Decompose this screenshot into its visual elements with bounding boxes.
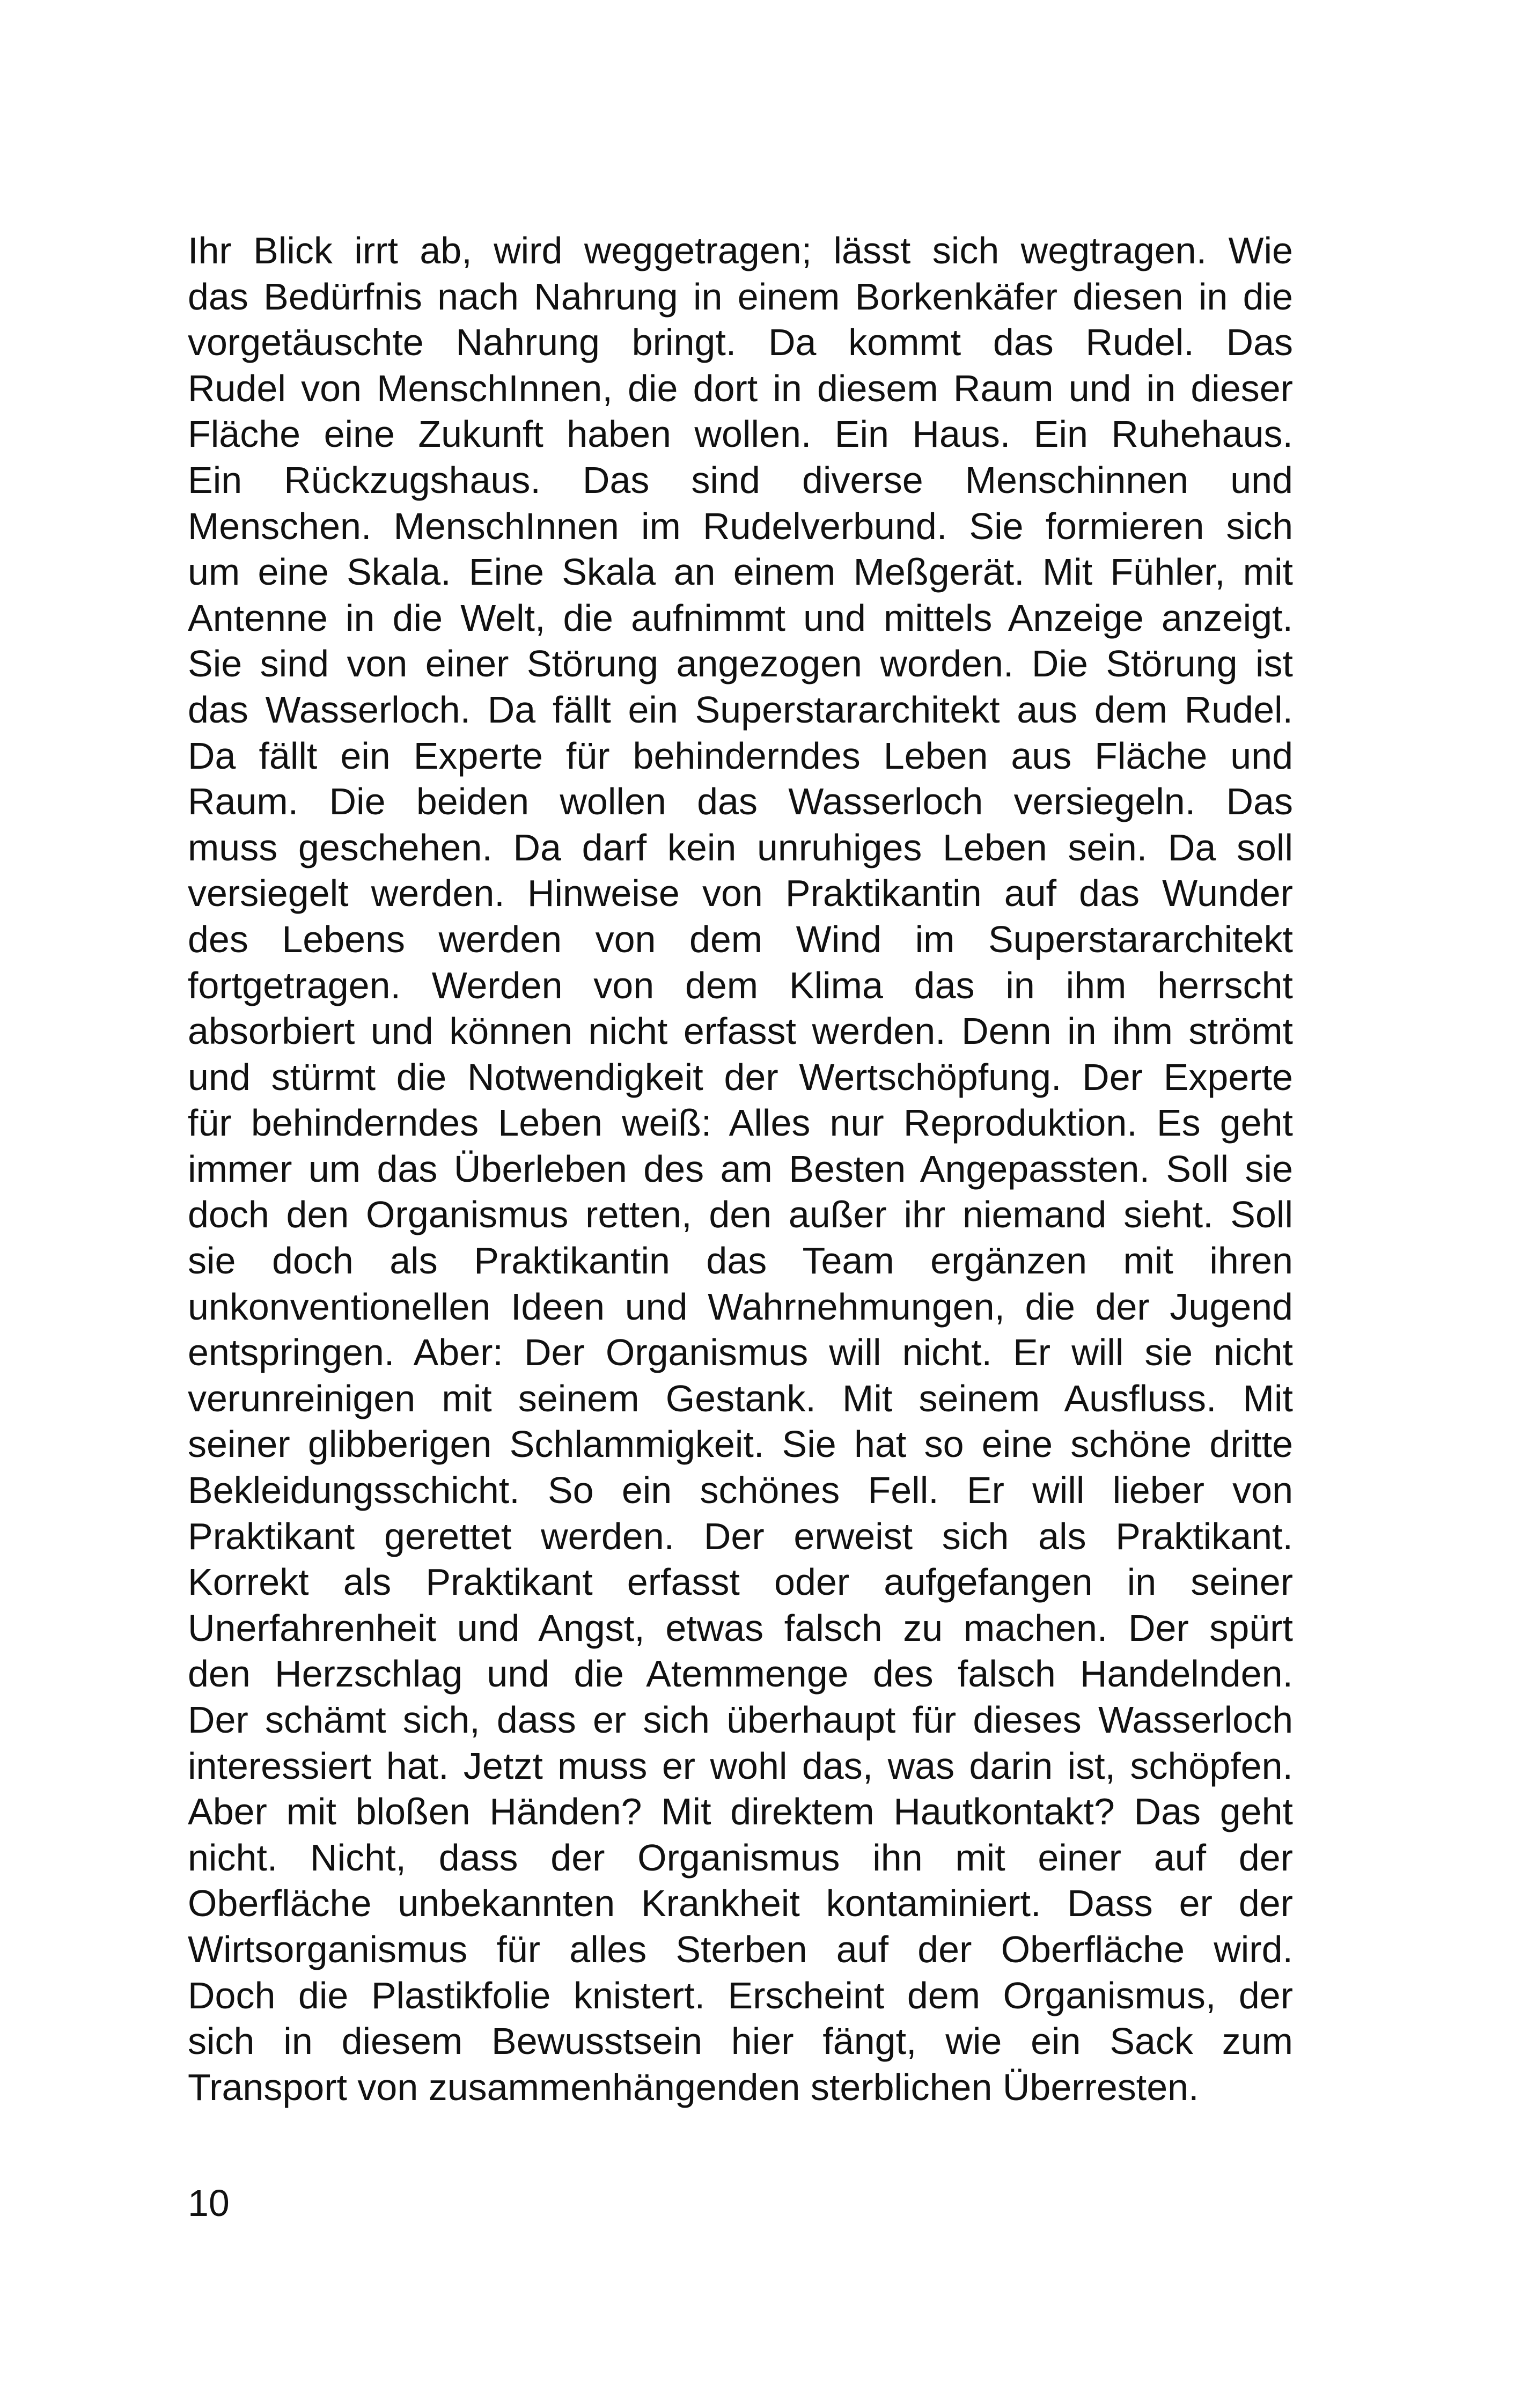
- text-line: verunreinigen mit seinem Gestank. Mit seinem Ausfluss. Mit: [188, 1377, 1293, 1419]
- text-line: absorbiert und können nicht erfasst werden. Denn in ihm strömt: [188, 1010, 1293, 1052]
- text-line: für behinderndes Leben weiß: Alles nur Reproduktion. Es geht: [188, 1102, 1293, 1144]
- text-line: vorgetäuschte Nahrung bringt. Da kommt das Rudel. Das: [188, 321, 1293, 364]
- body-text: [188, 228, 1293, 2110]
- text-line: Oberfläche unbekannten Krankheit kontaminiert. Dass er der: [188, 1882, 1293, 1925]
- text-line: den Herzschlag und die Atemmenge des falsch Handelnden.: [188, 1653, 1293, 1695]
- text-line: Bekleidungsschicht. So ein schönes Fell. Er will lieber von: [188, 1469, 1293, 1512]
- text-line: fortgetragen. Werden von dem Klima das in ihm herrscht: [188, 964, 1293, 1006]
- text-line: sich in diesem Bewusstsein hier fängt, wie ein Sack zum: [188, 2020, 1293, 2063]
- text-line: doch den Organismus retten, den außer ihr niemand sieht. Soll: [188, 1194, 1293, 1236]
- text-line: das Bedürfnis nach Nahrung in einem Borkenkäfer diesen in die: [188, 275, 1293, 318]
- text-line: Transport von zusammenhängenden sterblichen Überresten.: [188, 2066, 1199, 2108]
- text-line: versiegelt werden. Hinweise von Praktikantin auf das Wunder: [188, 872, 1293, 915]
- text-line: und stürmt die Notwendigkeit der Wertschöpfung. Der Experte: [188, 1056, 1293, 1098]
- text-line: entspringen. Aber: Der Organismus will nicht. Er will sie nicht: [188, 1331, 1293, 1374]
- text-line: Ein Rückzugshaus. Das sind diverse Menschinnen und: [188, 459, 1293, 501]
- text-line: sie doch als Praktikantin das Team ergänzen mit ihren: [188, 1240, 1293, 1282]
- text-line: das Wasserloch. Da fällt ein Superstararchitekt aus dem Rudel.: [188, 688, 1293, 731]
- text-line: seiner glibberigen Schlammigkeit. Sie hat so eine schöne dritte: [188, 1423, 1293, 1466]
- text-line: Sie sind von einer Störung angezogen worden. Die Störung ist: [188, 643, 1293, 685]
- text-line: Korrekt als Praktikant erfasst oder aufgefangen in seiner: [188, 1561, 1293, 1603]
- text-line: Praktikant gerettet werden. Der erweist sich als Praktikant.: [188, 1515, 1293, 1557]
- page-number: 10: [188, 2182, 230, 2224]
- text-line: interessiert hat. Jetzt muss er wohl das, was darin ist, schöpfen.: [188, 1744, 1293, 1787]
- text-line: Da fällt ein Experte für behinderndes Leben aus Fläche und: [188, 734, 1293, 777]
- text-line: Der schämt sich, dass er sich überhaupt für dieses Wasserloch: [188, 1699, 1293, 1741]
- text-line: Rudel von MenschInnen, die dort in diesem Raum und in dieser: [188, 367, 1293, 409]
- text-line: Fläche eine Zukunft haben wollen. Ein Haus. Ein Ruhehaus.: [188, 413, 1293, 455]
- text-line: um eine Skala. Eine Skala an einem Meßgerät. Mit Fühler, mit: [188, 551, 1293, 593]
- text-line: Menschen. MenschInnen im Rudelverbund. Sie formieren sich: [188, 505, 1293, 547]
- text-line: Antenne in die Welt, die aufnimmt und mittels Anzeige anzeigt.: [188, 597, 1293, 639]
- text-line: Raum. Die beiden wollen das Wasserloch versiegeln. Das: [188, 780, 1293, 823]
- text-line: muss geschehen. Da darf kein unruhiges Leben sein. Da soll: [188, 826, 1293, 868]
- text-line: Ihr Blick irrt ab, wird weggetragen; lässt sich wegtragen. Wie: [188, 230, 1293, 271]
- text-line: Aber mit bloßen Händen? Mit direktem Hautkontakt? Das geht: [188, 1791, 1293, 1833]
- text-line: unkonventionellen Ideen und Wahrnehmungen, die der Jugend: [188, 1285, 1293, 1328]
- text-line: Doch die Plastikfolie knistert. Erscheint dem Organismus, der: [188, 1974, 1293, 2016]
- text-line: nicht. Nicht, dass der Organismus ihn mit einer auf der: [188, 1836, 1293, 1879]
- text-line: immer um das Überleben des am Besten Angepassten. Soll sie: [188, 1147, 1293, 1190]
- text-line: Wirtsorganismus für alles Sterben auf der Oberfläche wird.: [188, 1928, 1293, 1970]
- text-line: Unerfahrenheit und Angst, etwas falsch zu machen. Der spürt: [188, 1607, 1293, 1649]
- text-line: des Lebens werden von dem Wind im Superstararchitekt: [188, 918, 1293, 960]
